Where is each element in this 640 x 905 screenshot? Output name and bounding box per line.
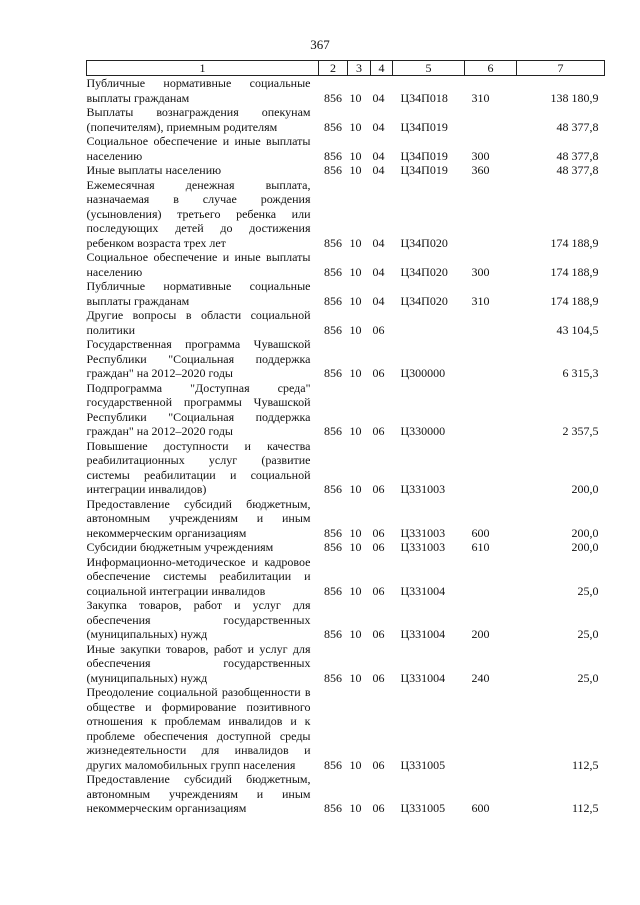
- row-subsection-code: 06: [372, 525, 385, 540]
- table-row: [87, 555, 605, 599]
- row-name: Государственная программа Чувашской Республики "Социальная поддержка граждан" на 2012–2020 годы: [86, 337, 311, 380]
- row-grbs-code: 856: [324, 482, 342, 496]
- row-section-code: 10: [349, 525, 362, 540]
- row-grbs-code: 856: [324, 366, 342, 380]
- row-target-code: Ц331005: [400, 757, 446, 772]
- row-expense-type-code: 600: [471, 525, 490, 540]
- row-name: Иные выплаты населению: [86, 163, 222, 177]
- row-name: Субсидии бюджетным учреждениям: [86, 540, 274, 554]
- row-name: Ежемесячная денежная выплата, назначаемая в случае рождения (усыновления) третьего ребенка или последующих детей до достижения ребенком возраста трех лет: [86, 177, 311, 250]
- row-amount: 48 377,8: [556, 163, 599, 177]
- row-name: Социальное обеспечение и иные выплаты населению: [86, 134, 311, 163]
- row-grbs-code: 856: [324, 540, 342, 554]
- budget-table: [86, 60, 605, 816]
- row-section-code: 10: [349, 235, 362, 250]
- row-name: Предоставление субсидий бюджетным, автономным учреждениям и иным некоммерческим организациям: [86, 772, 311, 815]
- row-target-code: Ц331004: [400, 627, 446, 641]
- header-col-3: 3: [348, 61, 371, 76]
- row-target-code: Ц331005: [400, 801, 446, 815]
- row-target-code: Ц34П019: [400, 163, 448, 177]
- table-row: [87, 308, 605, 337]
- row-section-code: 10: [349, 119, 362, 134]
- row-grbs-code: 856: [324, 235, 342, 250]
- row-subsection-code: 06: [372, 757, 385, 772]
- row-amount: 43 104,5: [556, 322, 599, 337]
- row-amount: 200,0: [571, 482, 599, 496]
- table-row: [87, 772, 605, 816]
- row-subsection-code: 04: [372, 264, 385, 279]
- row-grbs-code: 856: [324, 148, 342, 163]
- row-section-code: 10: [349, 757, 362, 772]
- row-name: Преодоление социальной разобщенности в обществе и формирование позитивного отношения к проблемам инвалидов и к проблеме обеспечения доступной среды жизнедеятельности для инвалидов и других маломобильных групп населения: [86, 685, 311, 772]
- row-grbs-code: 856: [324, 525, 342, 540]
- row-amount: 200,0: [571, 540, 599, 554]
- row-target-code: Ц331004: [400, 583, 446, 598]
- row-name: Публичные нормативные социальные выплаты гражданам: [86, 279, 311, 308]
- row-target-code: Ц34П018: [400, 90, 448, 105]
- row-amount: 2 357,5: [562, 424, 599, 438]
- table-row: [87, 598, 605, 642]
- row-expense-type-code: 600: [471, 801, 490, 815]
- row-expense-type-code: [465, 105, 517, 134]
- table-row: [87, 381, 605, 439]
- row-amount: 112,5: [571, 757, 599, 772]
- row-grbs-code: 856: [324, 583, 342, 598]
- row-target-code: Ц34П020: [400, 293, 448, 308]
- table-row: [87, 163, 605, 178]
- row-name: Выплаты вознаграждения опекунам (попечителям), приемным родителям: [86, 105, 311, 134]
- row-expense-type-code: [465, 308, 517, 337]
- row-target-code: Ц331003: [400, 482, 446, 496]
- row-expense-type-code: [465, 337, 517, 381]
- row-name: Закупка товаров, работ и услуг для обеспечения государственных (муниципальных) нужд: [86, 598, 311, 641]
- row-expense-type-code: [465, 178, 517, 251]
- header-col-2: 2: [319, 61, 348, 76]
- row-target-code: Ц34П020: [400, 235, 448, 250]
- row-grbs-code: 856: [324, 757, 342, 772]
- row-grbs-code: 856: [324, 293, 342, 308]
- row-section-code: 10: [349, 424, 362, 438]
- row-section-code: 10: [349, 148, 362, 163]
- row-expense-type-code: 300: [471, 148, 490, 163]
- row-expense-type-code: 240: [471, 670, 490, 685]
- row-expense-type-code: [465, 381, 517, 439]
- row-amount: 48 377,8: [556, 119, 599, 134]
- table-row: [87, 497, 605, 541]
- row-section-code: 10: [349, 482, 362, 496]
- table-row: [87, 250, 605, 279]
- row-section-code: 10: [349, 322, 362, 337]
- row-section-code: 10: [349, 801, 362, 815]
- row-subsection-code: 06: [372, 540, 385, 554]
- table-row: [87, 279, 605, 308]
- row-expense-type-code: [465, 439, 517, 497]
- row-grbs-code: 856: [324, 119, 342, 134]
- row-target-code: Ц34П020: [400, 264, 448, 279]
- row-subsection-code: 06: [372, 583, 385, 598]
- row-amount: 25,0: [577, 670, 599, 685]
- page-number: 367: [310, 37, 330, 52]
- row-section-code: 10: [349, 366, 362, 380]
- table-row: [87, 105, 605, 134]
- row-section-code: 10: [349, 627, 362, 641]
- row-name: Публичные нормативные социальные выплаты гражданам: [86, 76, 311, 105]
- row-subsection-code: 04: [372, 293, 385, 308]
- row-subsection-code: 04: [372, 163, 385, 177]
- row-name: Иные закупки товаров, работ и услуг для обеспечения государственных (муниципальных) нужд: [86, 641, 311, 685]
- row-target-code: [393, 308, 465, 337]
- row-section-code: 10: [349, 670, 362, 685]
- row-expense-type-code: [465, 555, 517, 599]
- row-name: Предоставление субсидий бюджетным, автономным учреждениям и иным некоммерческим организациям: [86, 496, 311, 540]
- row-grbs-code: 856: [324, 801, 342, 815]
- row-grbs-code: 856: [324, 627, 342, 641]
- row-grbs-code: 856: [324, 163, 342, 177]
- row-grbs-code: 856: [324, 90, 342, 105]
- header-col-6: 6: [465, 61, 517, 76]
- table-header: [87, 61, 605, 76]
- row-name: Повышение доступности и качества реабилитационных услуг (развитие системы реабилитации и социальной интеграции инвалидов): [86, 438, 311, 496]
- row-subsection-code: 04: [372, 119, 385, 134]
- row-target-code: Ц331004: [400, 670, 446, 685]
- row-amount: 200,0: [571, 525, 599, 540]
- row-section-code: 10: [349, 583, 362, 598]
- table-row: [87, 134, 605, 163]
- row-grbs-code: 856: [324, 264, 342, 279]
- row-name: Социальное обеспечение и иные выплаты населению: [86, 250, 311, 279]
- row-name: Подпрограмма "Доступная среда" государственной программы Чувашской Республики "Социальная поддержка граждан" на 2012–2020 годы: [86, 380, 311, 438]
- row-expense-type-code: [465, 685, 517, 772]
- table-row: [87, 439, 605, 497]
- row-subsection-code: 06: [372, 482, 385, 496]
- row-section-code: 10: [349, 540, 362, 554]
- row-amount: 6 315,3: [562, 366, 599, 380]
- table-row: [87, 642, 605, 686]
- row-amount: 48 377,8: [556, 148, 599, 163]
- header-col-4: 4: [371, 61, 393, 76]
- header-col-1: 1: [87, 61, 319, 76]
- table-row: [87, 685, 605, 772]
- row-subsection-code: 06: [372, 627, 385, 641]
- header-col-7: 7: [517, 61, 605, 76]
- row-section-code: 10: [349, 90, 362, 105]
- row-amount: 25,0: [577, 583, 599, 598]
- row-name: Другие вопросы в области социальной политики: [86, 308, 311, 337]
- row-expense-type-code: 200: [471, 627, 490, 641]
- row-target-code: Ц34П019: [400, 119, 448, 134]
- table-row: [87, 178, 605, 251]
- row-expense-type-code: 310: [471, 90, 490, 105]
- row-amount: 174 188,9: [550, 293, 599, 308]
- row-amount: 112,5: [571, 801, 599, 815]
- row-section-code: 10: [349, 163, 362, 177]
- row-grbs-code: 856: [324, 322, 342, 337]
- row-amount: 25,0: [577, 627, 599, 641]
- row-subsection-code: 04: [372, 148, 385, 163]
- row-amount: 174 188,9: [550, 264, 599, 279]
- header-row: [87, 61, 605, 76]
- row-expense-type-code: 300: [471, 264, 490, 279]
- table-row: [87, 540, 605, 555]
- row-grbs-code: 856: [324, 424, 342, 438]
- row-section-code: 10: [349, 264, 362, 279]
- row-target-code: Ц331003: [400, 525, 446, 540]
- row-amount: 174 188,9: [550, 235, 599, 250]
- row-section-code: 10: [349, 293, 362, 308]
- row-target-code: Ц330000: [400, 424, 446, 438]
- row-target-code: Ц300000: [400, 366, 446, 380]
- row-grbs-code: 856: [324, 670, 342, 685]
- row-expense-type-code: 610: [471, 540, 490, 554]
- row-subsection-code: 06: [372, 670, 385, 685]
- header-col-5: 5: [393, 61, 465, 76]
- row-subsection-code: 06: [372, 366, 385, 380]
- row-subsection-code: 06: [372, 322, 385, 337]
- row-subsection-code: 06: [372, 424, 385, 438]
- table-body: [87, 76, 605, 816]
- table-row: [87, 337, 605, 381]
- row-subsection-code: 04: [372, 235, 385, 250]
- row-expense-type-code: 310: [471, 293, 490, 308]
- table-row: [87, 76, 605, 106]
- row-subsection-code: 04: [372, 90, 385, 105]
- row-subsection-code: 06: [372, 801, 385, 815]
- row-target-code: Ц331003: [400, 540, 446, 554]
- row-target-code: Ц34П019: [400, 148, 448, 163]
- row-name: Информационно-методическое и кадровое обеспечение системы реабилитации и социальной интеграции инвалидов: [86, 554, 311, 598]
- row-expense-type-code: 360: [471, 163, 490, 177]
- row-amount: 138 180,9: [550, 90, 599, 105]
